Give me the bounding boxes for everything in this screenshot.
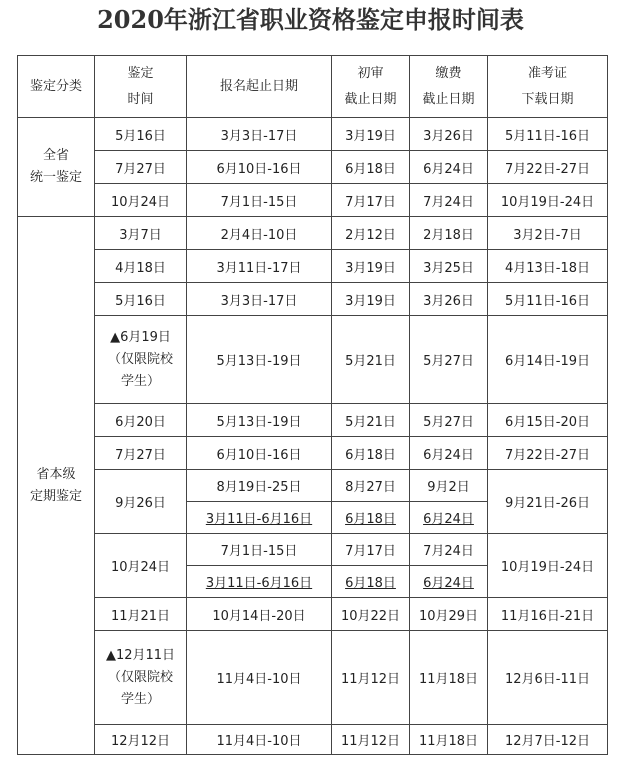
cell-date	[95, 631, 187, 725]
header-row	[18, 56, 608, 118]
cell-register: 7月1日-15日	[187, 534, 332, 566]
cell-date: 7月27日	[95, 437, 187, 470]
header-date-line1: 鉴定	[127, 65, 154, 81]
cell-date-line3: 学生）	[120, 691, 160, 707]
table-row	[18, 184, 608, 217]
cell-review: 8月27日	[332, 470, 410, 502]
cell-register: 7月1日-15日	[187, 184, 332, 217]
cell-date: 6月20日	[95, 404, 187, 437]
cell-fee: 7月24日	[410, 184, 488, 217]
cell-register: 3月3日-17日	[187, 118, 332, 151]
cell-register: 5月13日-19日	[187, 404, 332, 437]
cell-date-line2: （仅限院校	[107, 669, 173, 685]
table-row	[18, 283, 608, 316]
schedule-table	[17, 55, 608, 755]
cell-review: 6月18日	[332, 437, 410, 470]
cell-review: 6月18日	[332, 151, 410, 184]
cell-fee: 5月27日	[410, 404, 488, 437]
header-fee-line2: 截止日期	[422, 91, 475, 107]
cell-ticket: 12月6日-11日	[488, 631, 608, 725]
header-date	[95, 56, 187, 118]
header-review-line1: 初审	[357, 65, 384, 81]
cell-review: 11月12日	[332, 725, 410, 755]
cell-fee-alt-text: 6月24日	[423, 576, 474, 591]
cell-review: 11月12日	[332, 631, 410, 725]
group-local-line2: 定期鉴定	[29, 488, 82, 504]
cell-fee: 5月27日	[410, 316, 488, 404]
cell-register: 11月4日-10日	[187, 631, 332, 725]
cell-date: 10月24日	[95, 534, 187, 598]
cell-fee: 11月18日	[410, 725, 488, 755]
cell-fee: 3月26日	[410, 283, 488, 316]
cell-date-line1: ▲12月11日	[105, 647, 176, 663]
cell-ticket: 6月15日-20日	[488, 404, 608, 437]
cell-fee: 7月24日	[410, 534, 488, 566]
group-province	[18, 118, 95, 217]
cell-fee: 6月24日	[410, 151, 488, 184]
cell-review-alt	[332, 502, 410, 534]
header-ticket-line1: 准考证	[527, 65, 567, 81]
cell-register: 3月3日-17日	[187, 283, 332, 316]
cell-date: 9月26日	[95, 470, 187, 534]
cell-date: 12月12日	[95, 725, 187, 755]
table-row	[18, 316, 608, 404]
cell-fee: 3月25日	[410, 250, 488, 283]
cell-fee-alt-text: 6月24日	[423, 512, 474, 527]
cell-date: 10月24日	[95, 184, 187, 217]
header-date-line2: 时间	[127, 91, 154, 107]
cell-date	[95, 316, 187, 404]
cell-review: 3月19日	[332, 283, 410, 316]
cell-register: 11月4日-10日	[187, 725, 332, 755]
cell-ticket: 4月13日-18日	[488, 250, 608, 283]
group-province-line2: 统一鉴定	[29, 170, 82, 185]
cell-ticket: 11月16日-21日	[488, 598, 608, 631]
cell-fee: 6月24日	[410, 437, 488, 470]
header-register: 报名起止日期	[187, 56, 332, 118]
cell-date-line3: 学生）	[120, 373, 160, 389]
cell-register-alt	[187, 502, 332, 534]
cell-review-alt-text: 6月18日	[345, 512, 396, 527]
cell-review: 3月19日	[332, 250, 410, 283]
header-ticket-line2: 下载日期	[521, 91, 574, 107]
header-category: 鉴定分类	[18, 56, 95, 118]
table-row	[18, 404, 608, 437]
table-row	[18, 151, 608, 184]
group-local-line1: 省本级	[36, 466, 76, 482]
cell-fee: 10月29日	[410, 598, 488, 631]
cell-ticket: 6月14日-19日	[488, 316, 608, 404]
cell-ticket: 3月2日-7日	[488, 217, 608, 250]
header-fee	[410, 56, 488, 118]
cell-ticket: 10月19日-24日	[488, 534, 608, 598]
table-row	[18, 217, 608, 250]
cell-date: 5月16日	[95, 118, 187, 151]
page-title: 2020年浙江省职业资格鉴定申报时间表	[97, 5, 524, 34]
table-row	[18, 631, 608, 725]
cell-register: 6月10日-16日	[187, 151, 332, 184]
table-row	[18, 250, 608, 283]
header-ticket	[488, 56, 608, 118]
cell-register: 3月11日-17日	[187, 250, 332, 283]
cell-ticket: 5月11日-16日	[488, 118, 608, 151]
cell-ticket: 5月11日-16日	[488, 283, 608, 316]
table-row	[18, 470, 608, 502]
header-fee-line1: 缴费	[435, 65, 462, 81]
cell-review: 2月12日	[332, 217, 410, 250]
cell-fee: 9月2日	[410, 470, 488, 502]
cell-fee: 2月18日	[410, 217, 488, 250]
table-row	[18, 118, 608, 151]
cell-register: 10月14日-20日	[187, 598, 332, 631]
cell-ticket: 12月7日-12日	[488, 725, 608, 755]
cell-review: 10月22日	[332, 598, 410, 631]
cell-register-alt-text: 3月11日-6月16日	[205, 512, 313, 527]
cell-review: 3月19日	[332, 118, 410, 151]
cell-ticket: 10月19日-24日	[488, 184, 608, 217]
header-review-line2: 截止日期	[344, 91, 397, 107]
cell-date: 3月7日	[95, 217, 187, 250]
cell-review: 7月17日	[332, 534, 410, 566]
cell-date-line1: ▲6月19日	[110, 329, 171, 345]
cell-review-alt	[332, 566, 410, 598]
cell-register: 6月10日-16日	[187, 437, 332, 470]
cell-ticket: 9月21日-26日	[488, 470, 608, 534]
cell-register: 5月13日-19日	[187, 316, 332, 404]
cell-fee: 11月18日	[410, 631, 488, 725]
table-row	[18, 534, 608, 566]
cell-date: 4月18日	[95, 250, 187, 283]
table-row	[18, 725, 608, 755]
group-province-line1: 全省	[42, 148, 69, 163]
cell-date: 7月27日	[95, 151, 187, 184]
table-row	[18, 437, 608, 470]
cell-date: 11月21日	[95, 598, 187, 631]
cell-register: 8月19日-25日	[187, 470, 332, 502]
cell-register: 2月4日-10日	[187, 217, 332, 250]
table-row	[18, 598, 608, 631]
cell-date-line2: （仅限院校	[107, 351, 173, 367]
group-local	[18, 217, 95, 755]
header-review	[332, 56, 410, 118]
cell-register-alt	[187, 566, 332, 598]
cell-fee-alt	[410, 566, 488, 598]
cell-ticket: 7月22日-27日	[488, 151, 608, 184]
cell-review: 5月21日	[332, 316, 410, 404]
cell-review: 5月21日	[332, 404, 410, 437]
cell-fee: 3月26日	[410, 118, 488, 151]
cell-fee-alt	[410, 502, 488, 534]
cell-review-alt-text: 6月18日	[345, 576, 396, 591]
cell-review: 7月17日	[332, 184, 410, 217]
cell-ticket: 7月22日-27日	[488, 437, 608, 470]
cell-register-alt-text: 3月11日-6月16日	[205, 576, 313, 591]
cell-date: 5月16日	[95, 283, 187, 316]
